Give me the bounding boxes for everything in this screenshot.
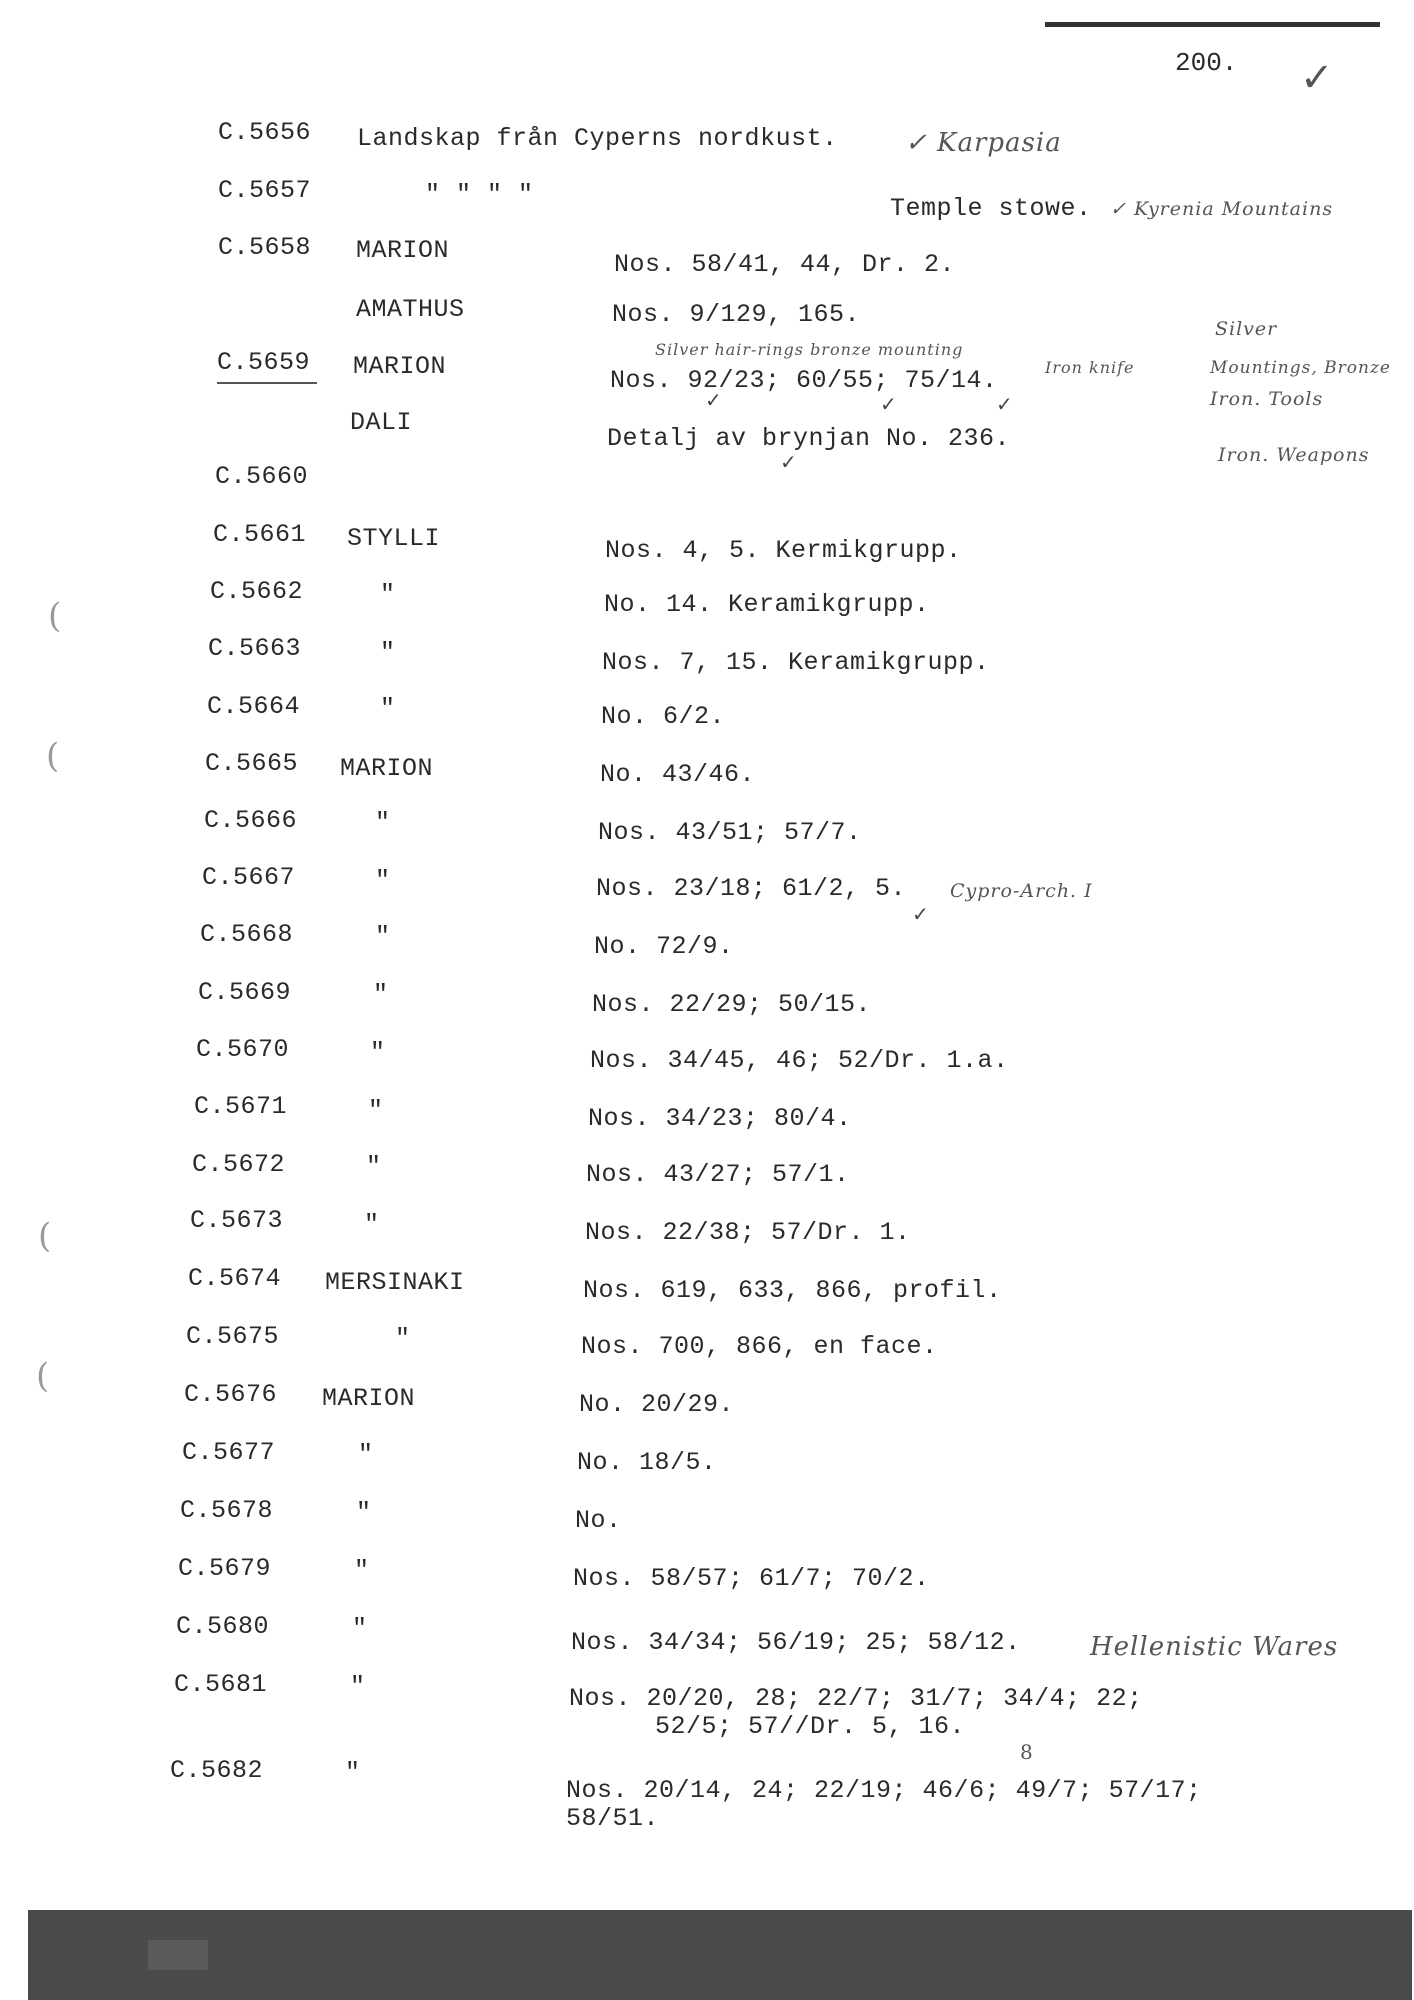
row-code: C.5660	[215, 462, 309, 491]
row-code: C.5682	[170, 1756, 264, 1785]
handwritten-note: Cypro-Arch. I	[950, 880, 1093, 902]
row-code: C.5661	[213, 520, 307, 549]
ditto-mark: "	[358, 1440, 374, 1469]
row-site: MERSINAKI	[325, 1268, 465, 1297]
row-code: C.5680	[176, 1612, 270, 1641]
row-description: Nos. 20/14, 24; 22/19; 46/6; 49/7; 57/17;	[566, 1776, 1202, 1805]
top-edge-rule	[1045, 22, 1380, 27]
row-code: C.5665	[205, 749, 299, 778]
row-description: Nos. 619, 633, 866, profil.	[583, 1276, 1002, 1305]
ditto-mark: "	[380, 580, 396, 609]
ditto-mark: "	[366, 1152, 382, 1181]
row-description: No. 6/2.	[601, 702, 726, 731]
margin-mark: (	[36, 1356, 50, 1396]
row-description: Nos. 4, 5. Kermikgrupp.	[605, 536, 962, 565]
row-description: Nos. 23/18; 61/2, 5.	[596, 874, 907, 903]
row-description: No. 20/29.	[579, 1390, 735, 1419]
check-mark: ✓	[705, 388, 722, 412]
ditto-mark: "	[380, 638, 396, 667]
row-description: No. 18/5.	[577, 1448, 717, 1477]
ditto-mark: "	[354, 1556, 370, 1585]
row-description: Nos. 22/38; 57/Dr. 1.	[585, 1218, 911, 1247]
ditto-mark: "	[352, 1614, 368, 1643]
row-description: Nos. 58/57; 61/7; 70/2.	[573, 1564, 930, 1593]
row-code: C.5681	[174, 1670, 268, 1699]
row-description: Detalj av brynjan No. 236.	[607, 424, 1011, 453]
row-code: C.5664	[207, 692, 301, 721]
ditto-mark: "	[375, 808, 391, 837]
row-site: MARION	[353, 352, 447, 381]
row-site: AMATHUS	[356, 295, 465, 324]
row-code: C.5673	[190, 1206, 284, 1235]
handwritten-note: Hellenistic Wares	[1090, 1632, 1339, 1662]
ditto-mark: "	[373, 980, 389, 1009]
row-code: C.5656	[218, 118, 312, 147]
row-description: No.	[575, 1506, 622, 1535]
row-description: Nos. 9/129, 165.	[612, 300, 861, 329]
handwritten-note: Iron knife	[1045, 358, 1135, 377]
row-code: C.5659	[217, 348, 311, 377]
row-code: C.5670	[196, 1035, 290, 1064]
ditto-mark: "	[350, 1672, 366, 1701]
row-code: C.5657	[218, 176, 312, 205]
row-description: No. 14. Keramikgrupp.	[604, 590, 930, 619]
handwritten-note: Iron. Weapons	[1218, 444, 1370, 466]
row-description: Nos. 43/51; 57/7.	[598, 818, 862, 847]
code-underline	[217, 382, 317, 384]
row-description: Nos. 92/23; 60/55; 75/14.	[610, 366, 998, 395]
ditto-mark: "	[380, 694, 396, 723]
ditto-mark: "	[375, 866, 391, 895]
row-code: C.5671	[194, 1092, 288, 1121]
ditto-mark: "	[370, 1038, 386, 1067]
margin-mark: (	[38, 1216, 52, 1256]
row-code: C.5662	[210, 577, 304, 606]
margin-mark: (	[48, 596, 62, 636]
row-site: MARION	[340, 754, 434, 783]
ditto-mark: "	[345, 1758, 361, 1787]
handwritten-note: ✓ Kyrenia Mountains	[1110, 198, 1334, 220]
row-description-continued: 58/51.	[566, 1804, 660, 1833]
handwritten-note: Silver	[1215, 318, 1278, 340]
row-description: Nos. 20/20, 28; 22/7; 31/7; 34/4; 22;	[569, 1684, 1143, 1713]
row-site: MARION	[322, 1384, 416, 1413]
row-code: C.5678	[180, 1496, 274, 1525]
handwritten-note: Iron. Tools	[1210, 388, 1324, 410]
row-code: C.5668	[200, 920, 294, 949]
ditto-mark: "	[364, 1210, 380, 1239]
row-description: Nos. 43/27; 57/1.	[586, 1160, 850, 1189]
check-mark: ✓	[780, 450, 797, 474]
row-description-continued: 52/5; 57//Dr. 5, 16.	[655, 1712, 966, 1741]
page-number: 200.	[1175, 48, 1238, 78]
handwritten-note: Silver hair-rings bronze mounting	[655, 340, 964, 359]
check-mark: ✓	[912, 902, 929, 926]
row-description: Nos. 700, 866, en face.	[581, 1332, 938, 1361]
row-site: STYLLI	[347, 524, 441, 553]
scan-noise	[148, 1940, 208, 1970]
row-code: C.5676	[184, 1380, 278, 1409]
ditto-mark: "	[395, 1324, 411, 1353]
row-code: C.5669	[198, 978, 292, 1007]
check-mark: ✓	[880, 392, 897, 416]
check-mark: ✓	[996, 392, 1013, 416]
row-description: No. 43/46.	[600, 760, 756, 789]
scan-bottom-edge	[28, 1910, 1412, 2000]
row-code: C.5672	[192, 1150, 286, 1179]
row-code: C.5677	[182, 1438, 276, 1467]
margin-mark: (	[46, 736, 60, 776]
row-description: Temple stowe.	[890, 194, 1092, 223]
row-description: Nos. 22/29; 50/15.	[592, 990, 872, 1019]
row-description: Nos. 34/23; 80/4.	[588, 1104, 852, 1133]
row-description: No. 72/9.	[594, 932, 734, 961]
handwritten-note: Mountings, Bronze	[1210, 358, 1391, 378]
row-code: C.5667	[202, 863, 296, 892]
ditto-marks: " " " "	[425, 180, 534, 209]
row-site: DALI	[350, 408, 413, 437]
row-code: C.5679	[178, 1554, 272, 1583]
ditto-mark: "	[356, 1498, 372, 1527]
header-check-mark: ✓	[1300, 55, 1335, 101]
row-description: Nos. 34/34; 56/19; 25; 58/12.	[571, 1628, 1021, 1657]
row-description: Nos. 7, 15. Keramikgrupp.	[602, 648, 990, 677]
row-description: Nos. 34/45, 46; 52/Dr. 1.a.	[590, 1046, 1009, 1075]
row-code: C.5663	[208, 634, 302, 663]
row-code: C.5675	[186, 1322, 280, 1351]
row-title: Landskap från Cyperns nordkust.	[357, 124, 838, 153]
row-code: C.5666	[204, 806, 298, 835]
ditto-mark: "	[375, 922, 391, 951]
ditto-mark: "	[368, 1096, 384, 1125]
row-code: C.5658	[218, 233, 312, 262]
row-description: Nos. 58/41, 44, Dr. 2.	[614, 250, 956, 279]
handwritten-note: 8	[1020, 1740, 1034, 1764]
row-code: C.5674	[188, 1264, 282, 1293]
row-site: MARION	[356, 236, 450, 265]
handwritten-note: ✓ Karpasia	[905, 128, 1062, 158]
